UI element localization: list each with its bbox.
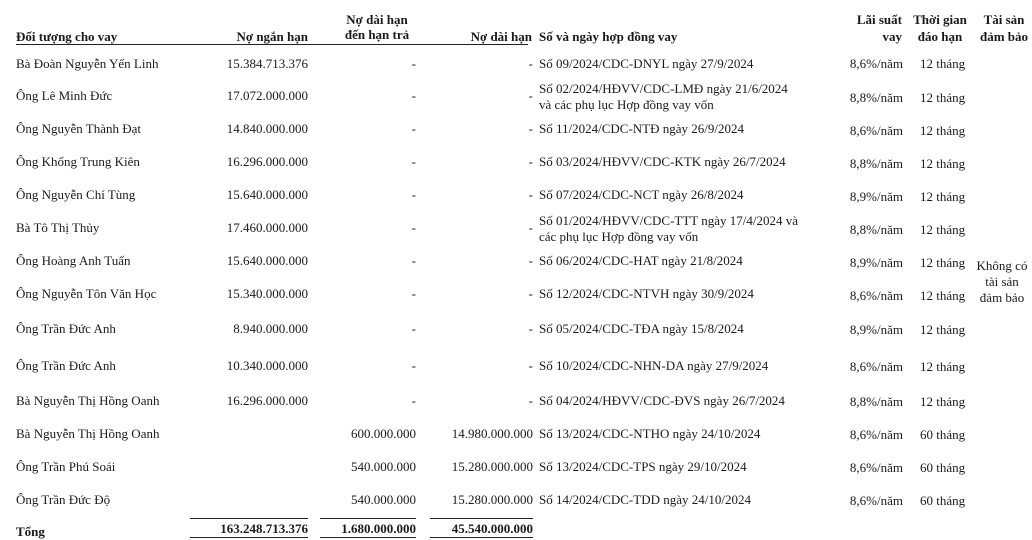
row-short-term: 8.940.000.000 — [233, 321, 308, 336]
row-contract: Số 09/2024/CDC-DNYL ngày 27/9/2024 — [539, 56, 754, 71]
row-long-term: - — [528, 56, 533, 71]
row-contract: Số 03/2024/HĐVV/CDC-KTK ngày 26/7/2024 — [539, 154, 786, 169]
header-rule — [16, 44, 528, 45]
row-term: 12 tháng — [920, 156, 966, 171]
header-rate-line2: vay — [882, 29, 902, 44]
header-long-due-line2: đến hạn trả — [344, 27, 410, 42]
row-contract: Số 14/2024/CDC-TDD ngày 24/10/2024 — [539, 492, 751, 507]
header-contract: Số và ngày hợp đồng vay — [539, 29, 678, 44]
total-bottom-rule-long — [430, 537, 533, 538]
row-rate: 8,9%/năm — [849, 322, 903, 337]
row-short-term: 16.296.000.000 — [226, 393, 308, 408]
row-borrower: Ông Lê Minh Đức — [16, 88, 113, 103]
row-contract: Số 13/2024/CDC-TPS ngày 29/10/2024 — [539, 459, 747, 474]
header-term-line2: đáo hạn — [917, 29, 963, 44]
row-rate: 8,6%/năm — [849, 427, 903, 442]
row-term: 12 tháng — [920, 322, 966, 337]
row-contract: Số 11/2024/CDC-NTĐ ngày 26/9/2024 — [539, 121, 744, 136]
row-borrower: Ông Trần Phú Soái — [16, 459, 116, 474]
row-term: 12 tháng — [920, 189, 966, 204]
row-rate: 8,9%/năm — [849, 255, 903, 270]
row-rate: 8,8%/năm — [849, 222, 903, 237]
row-contract: Số 02/2024/HĐVV/CDC-LMĐ ngày 21/6/2024 — [539, 81, 788, 96]
row-term: 12 tháng — [920, 123, 966, 138]
row-rate: 8,8%/năm — [849, 394, 903, 409]
row-short-term: 15.384.713.376 — [226, 56, 308, 71]
collateral-note-line3: đảm bảo — [979, 290, 1025, 305]
row-contract: Số 12/2024/CDC-NTVH ngày 30/9/2024 — [539, 286, 754, 301]
total-long-term: 45.540.000.000 — [451, 521, 533, 536]
row-rate: 8,9%/năm — [849, 189, 903, 204]
row-contract-line2: và các phụ lục Hợp đồng vay vốn — [539, 97, 714, 112]
row-term: 12 tháng — [920, 288, 966, 303]
row-rate: 8,6%/năm — [849, 493, 903, 508]
row-contract-line2: các phụ lục Hợp đồng vay vốn — [539, 229, 699, 244]
row-long-term: 15.280.000.000 — [451, 492, 533, 507]
row-rate: 8,6%/năm — [849, 288, 903, 303]
row-short-term: 15.640.000.000 — [226, 253, 308, 268]
total-bottom-rule-due — [320, 537, 416, 538]
row-long-term: - — [528, 393, 533, 408]
row-long-due: - — [411, 88, 416, 103]
row-contract: Số 13/2024/CDC-NTHO ngày 24/10/2024 — [539, 426, 761, 441]
collateral-note-line2: tài sản — [985, 274, 1019, 289]
row-term: 60 tháng — [920, 460, 966, 475]
row-long-term: 14.980.000.000 — [451, 426, 533, 441]
row-rate: 8,8%/năm — [849, 156, 903, 171]
row-long-term: - — [528, 154, 533, 169]
total-bottom-rule-short — [190, 537, 308, 538]
row-contract: Số 05/2024/CDC-TĐA ngày 15/8/2024 — [539, 321, 744, 336]
row-short-term: 15.340.000.000 — [226, 286, 308, 301]
header-long-due-line1: Nợ dài hạn — [346, 12, 408, 27]
row-borrower: Bà Nguyễn Thị Hồng Oanh — [16, 426, 160, 441]
total-rule-long — [430, 518, 533, 519]
row-contract: Số 04/2024/HĐVV/CDC-ĐVS ngày 26/7/2024 — [539, 393, 785, 408]
row-contract: Số 07/2024/CDC-NCT ngày 26/8/2024 — [539, 187, 744, 202]
row-long-due: - — [411, 393, 416, 408]
row-long-due: - — [411, 220, 416, 235]
row-borrower: Ông Nguyễn Tôn Văn Học — [16, 286, 157, 301]
row-borrower: Ông Nguyễn Chí Tùng — [16, 187, 136, 202]
row-rate: 8,8%/năm — [849, 90, 903, 105]
header-short-term: Nợ ngắn hạn — [236, 29, 308, 44]
row-short-term: 17.072.000.000 — [226, 88, 308, 103]
row-contract: Số 06/2024/CDC-HAT ngày 21/8/2024 — [539, 253, 743, 268]
row-borrower: Ông Nguyễn Thành Đạt — [16, 121, 142, 136]
row-long-term: - — [528, 121, 533, 136]
row-borrower: Ông Trần Đức Anh — [16, 321, 116, 336]
row-long-term: - — [528, 321, 533, 336]
row-term: 12 tháng — [920, 255, 966, 270]
row-rate: 8,6%/năm — [849, 56, 903, 71]
row-borrower: Bà Tô Thị Thủy — [16, 220, 100, 235]
row-short-term: 14.840.000.000 — [226, 121, 308, 136]
row-long-due: - — [411, 121, 416, 136]
row-rate: 8,6%/năm — [849, 460, 903, 475]
row-rate: 8,6%/năm — [849, 359, 903, 374]
row-long-term: 15.280.000.000 — [451, 459, 533, 474]
row-long-due: 540.000.000 — [351, 492, 416, 507]
header-long-term: Nợ dài hạn — [470, 29, 532, 44]
row-borrower: Ông Trần Đức Độ — [16, 492, 111, 507]
row-borrower: Ông Khổng Trung Kiên — [16, 154, 140, 169]
row-contract: Số 01/2024/HĐVV/CDC-TTT ngày 17/4/2024 và — [539, 213, 799, 228]
total-rule-due — [320, 518, 416, 519]
collateral-note-line1: Không có — [976, 258, 1028, 273]
row-term: 12 tháng — [920, 394, 966, 409]
row-long-due: 600.000.000 — [351, 426, 416, 441]
row-borrower: Ông Trần Đức Anh — [16, 358, 116, 373]
row-term: 12 tháng — [920, 56, 966, 71]
header-term-line1: Thời gian — [913, 12, 967, 27]
row-contract: Số 10/2024/CDC-NHN-DA ngày 27/9/2024 — [539, 358, 769, 373]
total-short-term: 163.248.713.376 — [220, 521, 308, 536]
header-rate-line1: Lãi suất — [856, 12, 902, 27]
row-long-due: - — [411, 187, 416, 202]
row-term: 60 tháng — [920, 427, 966, 442]
row-long-term: - — [528, 358, 533, 373]
row-term: 12 tháng — [920, 222, 966, 237]
row-long-due: - — [411, 358, 416, 373]
row-term: 12 tháng — [920, 90, 966, 105]
row-borrower: Bà Đoàn Nguyễn Yến Linh — [16, 56, 159, 71]
row-short-term: 17.460.000.000 — [226, 220, 308, 235]
row-borrower: Ông Hoàng Anh Tuấn — [16, 253, 131, 268]
row-long-due: - — [411, 154, 416, 169]
total-rule-short — [190, 518, 308, 519]
total-label: Tổng — [16, 524, 45, 539]
row-long-term: - — [528, 220, 533, 235]
header-borrower: Đối tượng cho vay — [16, 29, 118, 44]
row-short-term: 15.640.000.000 — [226, 187, 308, 202]
row-long-due: - — [411, 286, 416, 301]
row-long-due: 540.000.000 — [351, 459, 416, 474]
row-long-due: - — [411, 321, 416, 336]
row-long-term: - — [528, 253, 533, 268]
row-term: 12 tháng — [920, 359, 966, 374]
header-collateral-line1: Tài sản — [983, 12, 1025, 27]
row-term: 60 tháng — [920, 493, 966, 508]
total-long-due: 1.680.000.000 — [341, 521, 416, 536]
row-short-term: 16.296.000.000 — [226, 154, 308, 169]
row-borrower: Bà Nguyễn Thị Hồng Oanh — [16, 393, 160, 408]
row-long-term: - — [528, 88, 533, 103]
header-collateral-line2: đảm bảo — [979, 29, 1029, 44]
row-long-due: - — [411, 253, 416, 268]
row-long-term: - — [528, 187, 533, 202]
row-long-term: - — [528, 286, 533, 301]
row-long-due: - — [411, 56, 416, 71]
row-short-term: 10.340.000.000 — [226, 358, 308, 373]
row-rate: 8,6%/năm — [849, 123, 903, 138]
